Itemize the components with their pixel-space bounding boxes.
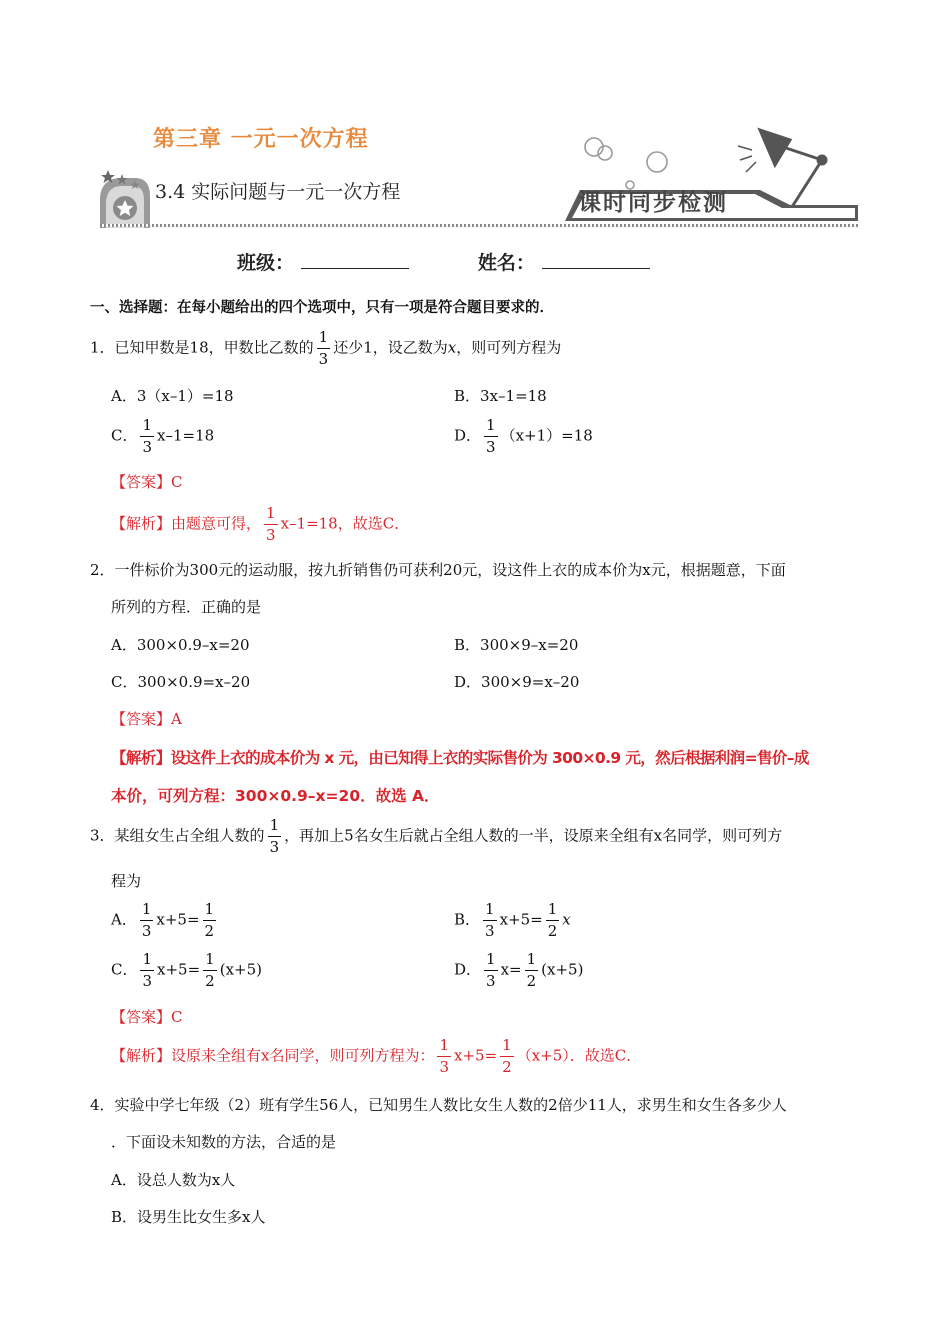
q1-option-c[interactable]: C． $\frac{1}{3}$ x–1=18 xyxy=(111,416,215,456)
name-label: 姓名： xyxy=(477,252,535,274)
q1-option-d[interactable]: D． $\frac{1}{3}$ （x+1）=18 xyxy=(454,416,593,456)
section-heading: 一、选择题：在每小题给出的四个选项中，只有一项是符合题目要求的． xyxy=(90,300,554,316)
q1-var: x xyxy=(447,338,457,357)
star-badge-icon xyxy=(100,170,150,228)
bubbles-decoration xyxy=(585,138,667,189)
q3-answer: 【答案】C xyxy=(111,1008,183,1026)
q2-analysis-line-1: 【解析】设这件上衣的成本价为 x 元，由已知得上衣的实际售价为 300×0.9 元，然后根据利润=售价–成 xyxy=(111,749,809,767)
q1-option-b[interactable]: B．3x–1=18 xyxy=(454,387,547,405)
question-4: 4．实验中学七年级（2）班有学生56人，已知男生人数比女生人数的2倍少11人，求男生和女生各多少人 xyxy=(90,1096,787,1114)
q3-analysis: 【解析】设原来全组有x名同学，则可列方程为： $\frac{1}{3}$ x+5= $\frac{1}{2}$ （x+5）．故选C． xyxy=(111,1036,642,1076)
brand-label: 课时同步检测 xyxy=(578,189,728,216)
section-title: 3.4 实际问题与一元一次方程 xyxy=(155,181,401,203)
question-2: 2．一件标价为300元的运动服，按九折销售仍可获利20元，设这件上衣的成本价为x元，根据题意，下面 xyxy=(90,561,786,579)
q3-line-2: 程为 xyxy=(111,872,142,890)
q3-option-b[interactable]: B． $\frac{1}{3}$ x+5= $\frac{1}{2}$ x xyxy=(454,900,571,940)
q2-analysis-line-2: 本价，可列方程：300×0.9–x=20．故选 A． xyxy=(111,787,440,805)
q1-text-3: ，则可列方程为 xyxy=(456,338,562,357)
question-1 xyxy=(90,330,561,367)
name-blank[interactable] xyxy=(542,250,650,269)
q2-option-c[interactable]: C．300×0.9=x–20 xyxy=(111,673,251,691)
q1-answer: 【答案】C xyxy=(111,473,183,491)
q2-option-d[interactable]: D．300×9=x–20 xyxy=(454,673,580,691)
q1-text-1: 已知甲数是18，甲数比乙数的 xyxy=(114,338,314,357)
q1-option-a[interactable]: A．3（x–1）=18 xyxy=(111,387,234,405)
q3-option-d[interactable]: D． $\frac{1}{3}$ x= $\frac{1}{2}$ (x+5) xyxy=(454,950,584,990)
q1-text-2: 还少1，设乙数为 xyxy=(333,338,448,357)
q2-option-a[interactable]: A．300×0.9–x=20 xyxy=(111,636,250,654)
student-info-row xyxy=(237,248,650,275)
chapter-title: 第三章 一元一次方程 xyxy=(153,127,369,152)
q2-answer: 【答案】A xyxy=(111,710,182,728)
q1-number: 1． xyxy=(90,338,115,357)
question-3: 3．某组女生占全组人数的 $\frac{1}{3}$ ，再加上5名女生后就占全组人数的一半，设原来全组有x名同学，则可列方 xyxy=(90,816,783,856)
q4-line-2: ．下面设未知数的方法，合适的是 xyxy=(111,1133,337,1151)
q1-analysis: 【解析】由题意可得， $\frac{1}{3}$ x–1=18，故选C． xyxy=(111,504,410,544)
fraction-one-third: $\frac{1}{3}$ xyxy=(318,328,329,368)
header-divider xyxy=(100,224,858,227)
class-blank[interactable] xyxy=(301,250,409,269)
q3-option-a[interactable]: A． $\frac{1}{3}$ x+5= $\frac{1}{2}$ xyxy=(111,900,215,940)
q3-option-c[interactable]: C． $\frac{1}{3}$ x+5= $\frac{1}{2}$ (x+5) xyxy=(111,950,262,990)
q2-option-b[interactable]: B．300×9–x=20 xyxy=(454,636,579,654)
class-label: 班级： xyxy=(237,252,295,274)
q4-option-b[interactable]: B．设男生比女生多x人 xyxy=(111,1208,266,1226)
q4-option-a[interactable]: A．设总人数为x人 xyxy=(111,1171,236,1189)
q2-line-2: 所列的方程．正确的是 xyxy=(111,598,262,616)
header-decoration xyxy=(0,0,950,240)
